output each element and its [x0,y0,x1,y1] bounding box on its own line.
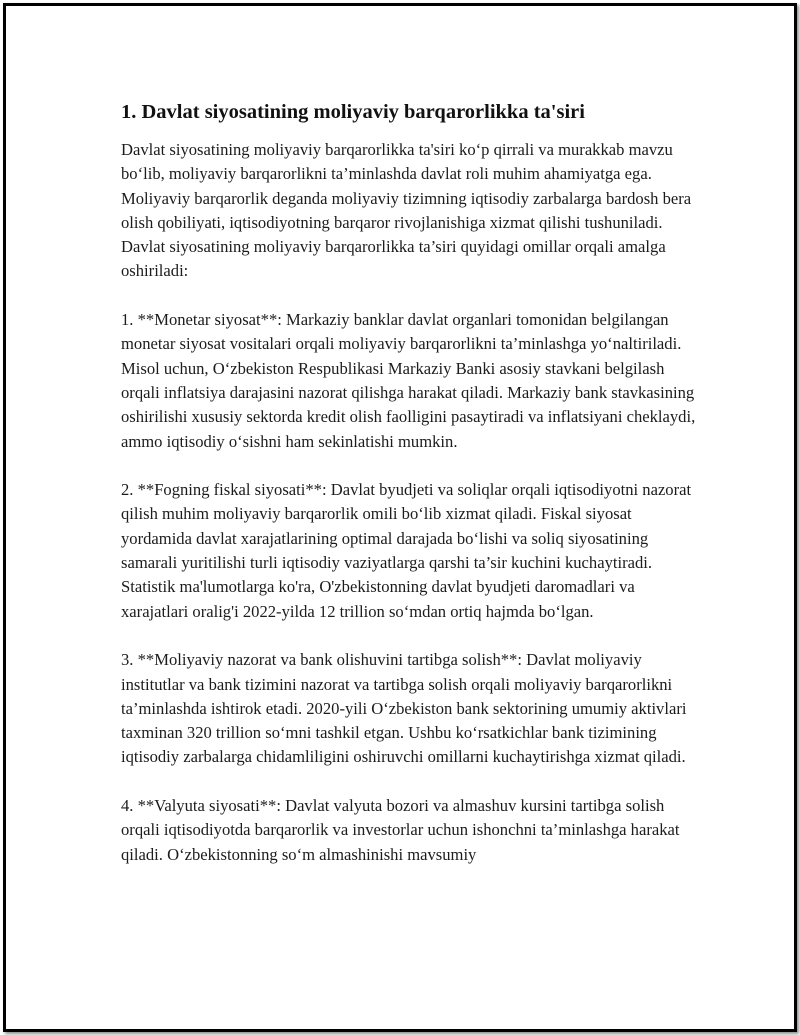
monetary-policy-paragraph: 1. **Monetar siyosat**: Markaziy banklar davlat organlari tomonidan belgilangan monetar siyosat vositalari orqali moliyaviy barqarorlikni ta’minlashga yo‘naltiriladi. Misol uchun, O‘zbekiston Respublikasi Markaziy Banki asosiy stavkani belgilash orqali inflatsiya darajasini nazorat qilishga harakat qiladi. Markaziy bank stavkasining oshirilishi xususiy sektorda kredit olish faolligini pasaytiradi va inflatsiyani cheklaydi, ammo iqtisodiy o‘sishni ham sekinlatishi mumkin. [121,310,696,451]
document-content [121,98,696,891]
fiscal-policy-paragraph: 2. **Fogning fiskal siyosati**: Davlat byudjeti va soliqlar orqali iqtisodiyotni nazorat qilish muhim moliyaviy barqarorlik omili bo‘lib xizmat qiladi. Fiskal siyosat yordamida davlat xarajatlarining optimal darajada bo‘lishi va soliq siyosatining samarali yuritilishi turli iqtisodiy vaziyatlarga qarshi ta’sir kuchini kuchaytiradi. Statistik ma'lumotlarga ko'ra, O'zbekistonning davlat byudjeti daromadlari va xarajatlari oralig'i 2022-yilda 12 trillion so‘mdan ortiq hajmda bo‘lgan. [121,480,692,621]
section-heading: 1. Davlat siyosatining moliyaviy barqarorlikka ta'siri [121,101,585,123]
bank-regulation-paragraph: 3. **Moliyaviy nazorat va bank olishuvini tartibga solish**: Davlat moliyaviy institutlar va bank tizimini nazorat va tartibga solish orqali moliyaviy barqarorlikni ta’minlashda ishtirok etadi. 2020-yili O‘zbekiston bank sektorining umumiy aktivlari taxminan 320 trillion so‘mni tashkil etgan. Ushbu ko‘rsatkichlar bank tizimining iqtisodiy zarbalarga chidamliligini oshiruvchi omillarni kuchaytirishga xizmat qiladi. [121,650,687,767]
document-page [3,3,797,1032]
currency-policy-paragraph: 4. **Valyuta siyosati**: Davlat valyuta bozori va almashuv kursini tartibga solish orqali iqtisodiyotda barqarorlik va investorlar uchun ishonchni ta’minlashga harakat qiladi. O‘zbekistonning so‘m almashinishi mavsumiy [121,796,680,864]
intro-paragraph: Davlat siyosatining moliyaviy barqarorlikka ta'siri ko‘p qirrali va murakkab mavzu bo‘lib, moliyaviy barqarorlikni ta’minlashda davlat roli muhim ahamiyatga ega. Moliyaviy barqarorlik deganda moliyaviy tizimning iqtisodiy zarbalarga bardosh bera olish qobiliyati, iqtisodiyotning barqaror rivojlanishiga xizmat qilishi tushuniladi. Davlat siyosatining moliyaviy barqarorlikka ta’siri quyidagi omillar orqali amalga oshiriladi: [121,140,692,281]
